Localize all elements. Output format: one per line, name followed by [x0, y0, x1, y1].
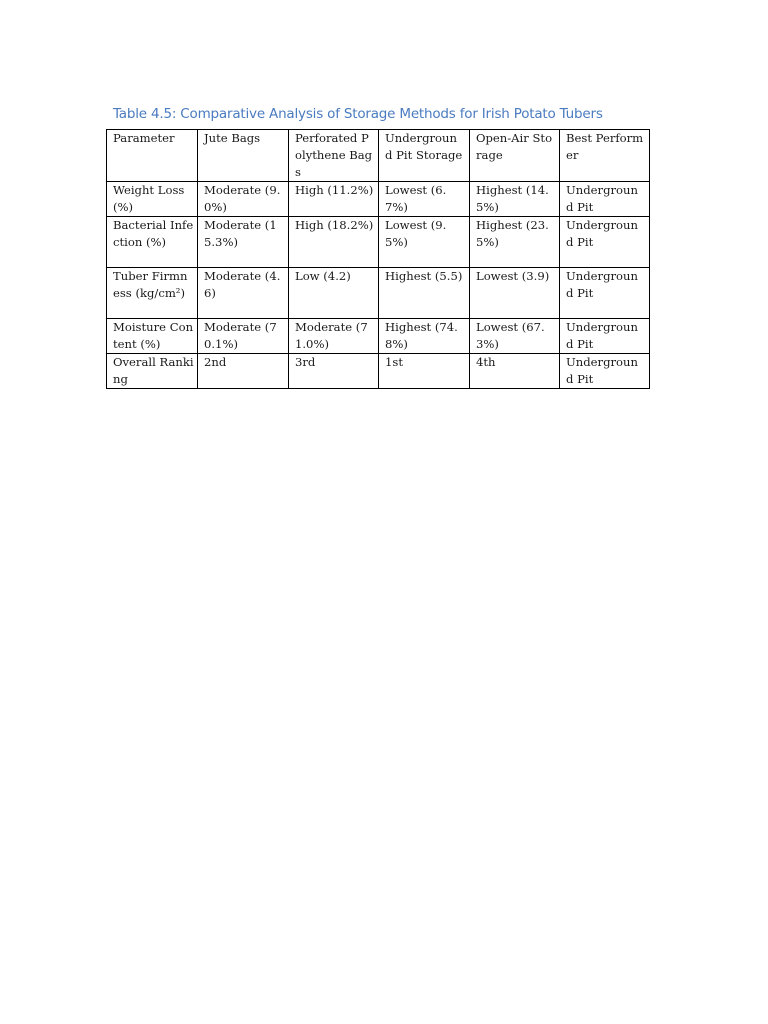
table-header-row — [107, 130, 650, 182]
table-cell: Lowest (9.5%) — [379, 217, 470, 268]
table-row — [107, 182, 650, 217]
table-cell: Moderate (4.6) — [198, 268, 289, 319]
table-cell: Undergroun d Pit — [560, 217, 650, 268]
table-cell: Undergroun d Pit — [560, 268, 650, 319]
table-cell: Lowest (3.9) — [470, 268, 560, 319]
table-cell: High (18.2%) — [289, 217, 379, 268]
table-cell: Low (4.2) — [289, 268, 379, 319]
table-cell: Highest (23.5%) — [470, 217, 560, 268]
table-cell: Highest (14.5%) — [470, 182, 560, 217]
header-cell: Best Performer — [560, 130, 650, 182]
table-cell: 3rd — [289, 354, 379, 389]
table-cell: High (11.2%) — [289, 182, 379, 217]
storage-comparison-table — [106, 129, 650, 389]
header-cell: Perforated Polythene Bags — [289, 130, 379, 182]
table-cell: Highest (5.5) — [379, 268, 470, 319]
table-cell: 4th — [470, 354, 560, 389]
table-cell: Moderate (71.0%) — [289, 319, 379, 354]
table-cell: Overall Ranking — [107, 354, 198, 389]
table-cell: Moisture Content (%) — [107, 319, 198, 354]
table-cell: Undergroun d Pit — [560, 182, 650, 217]
table-row — [107, 217, 650, 268]
table-cell: Weight Loss (%) — [107, 182, 198, 217]
header-cell: Parameter — [107, 130, 198, 182]
table-cell: Undergroun d Pit — [560, 319, 650, 354]
table-cell: Moderate (70.1%) — [198, 319, 289, 354]
table-row — [107, 268, 650, 319]
table-cell: Tuber Firmness (kg/cm²) — [107, 268, 198, 319]
table-cell: 2nd — [198, 354, 289, 389]
table-caption: Table 4.5: Comparative Analysis of Storage Methods for Irish Potato Tubers — [113, 106, 603, 122]
table-row — [107, 319, 650, 354]
header-cell: Jute Bags — [198, 130, 289, 182]
table-cell: Bacterial Infection (%) — [107, 217, 198, 268]
table-cell: Moderate (9.0%) — [198, 182, 289, 217]
table-row — [107, 354, 650, 389]
table-cell: Lowest (6.7%) — [379, 182, 470, 217]
table-cell: Lowest (67.3%) — [470, 319, 560, 354]
table-cell: Moderate (15.3%) — [198, 217, 289, 268]
table-cell: Undergroun d Pit — [560, 354, 650, 389]
table-cell: Highest (74.8%) — [379, 319, 470, 354]
header-cell: Open-Air Storage — [470, 130, 560, 182]
table-cell: 1st — [379, 354, 470, 389]
header-cell: Undergroun d Pit Storage — [379, 130, 470, 182]
